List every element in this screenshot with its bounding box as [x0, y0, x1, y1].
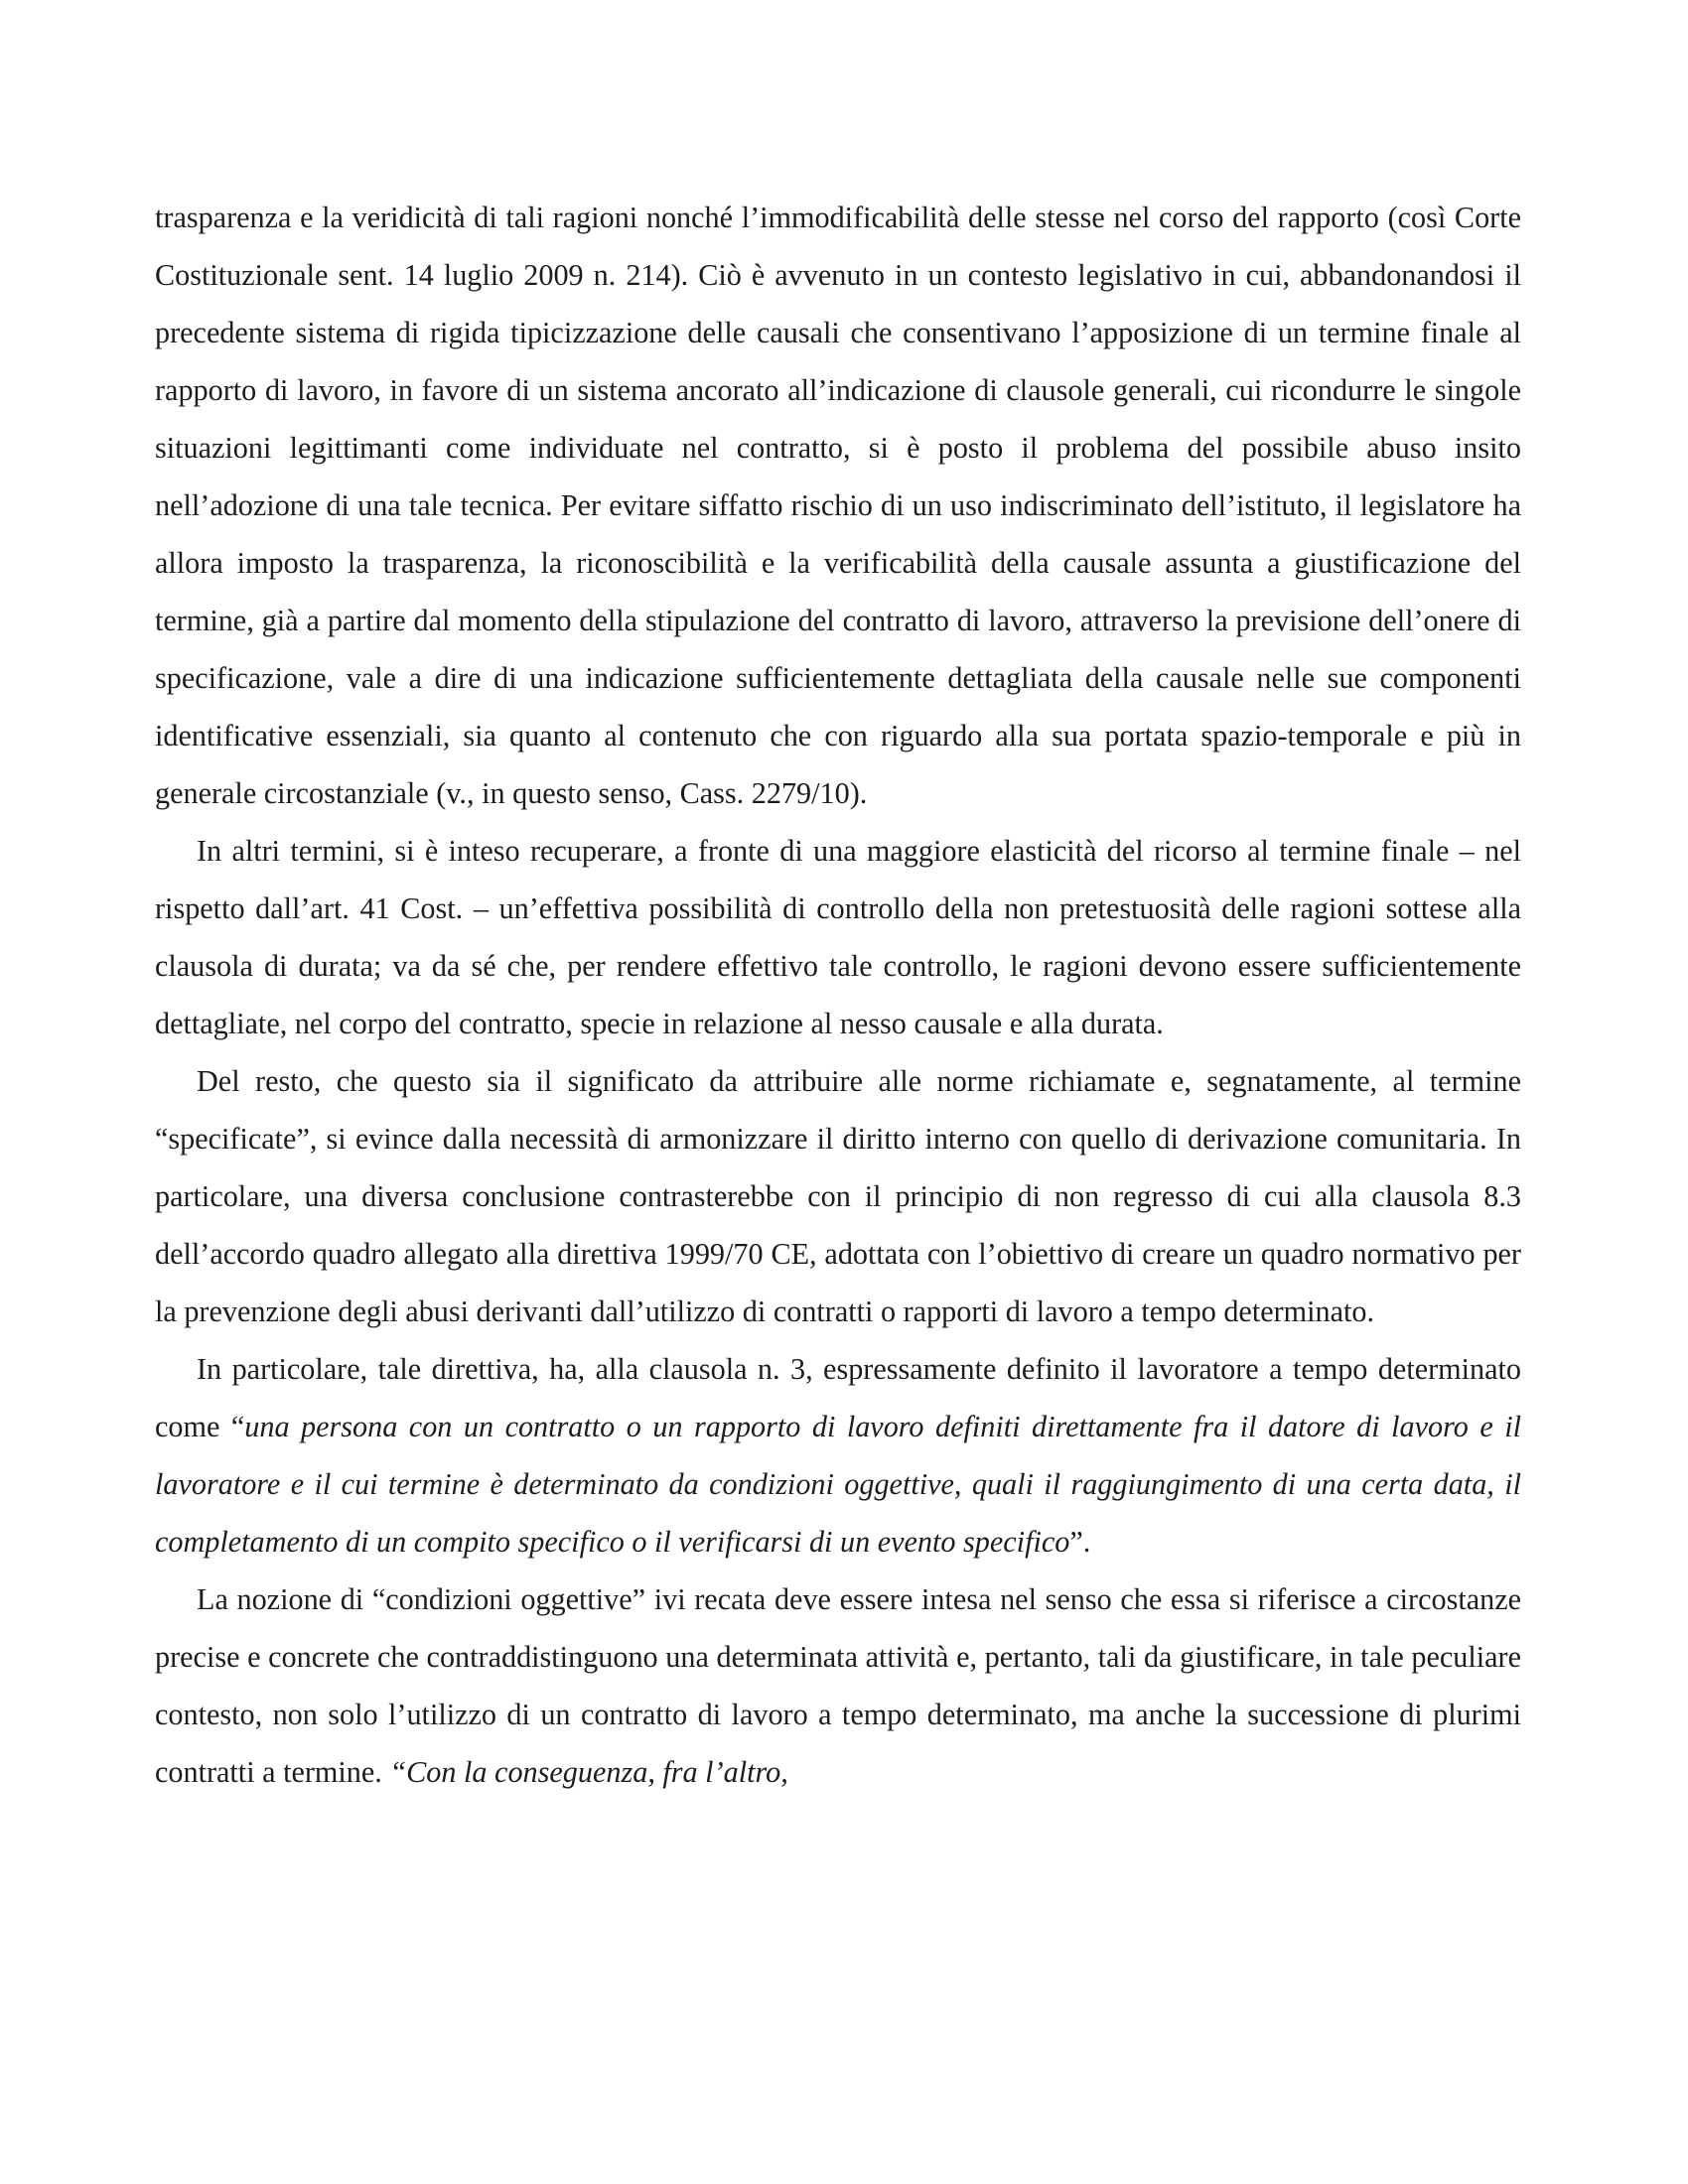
- paragraph-4-closing: ”.: [1069, 1525, 1091, 1559]
- paragraph-4-quote: una persona con un contratto o un rapporto di lavoro definiti direttamente fra il datore di lavoro e il lavoratore e il cui termine è determinato da condizioni oggettive, quali il raggiungimento di una certa data, il completamento di un compito specifico o il verificarsi di un evento specifico: [155, 1410, 1521, 1559]
- paragraph-5: [155, 1570, 1521, 1801]
- paragraph-5-quote: “Con la conseguenza, fra l’altro,: [389, 1755, 788, 1789]
- paragraph-3: [155, 1052, 1521, 1340]
- paragraph-2-text: In altri termini, si è inteso recuperare, a fronte di una maggiore elasticità del ricorso al termine finale – nel rispetto dall’art. 41 Cost. – un’effettiva possibilità di controllo della non pretestuosità delle ragioni sottese alla clausola di durata; va da sé che, per rendere effettivo tale controllo, le ragioni devono essere sufficientemente dettagliate, nel corpo del contratto, specie in relazione al nesso causale e alla durata.: [155, 834, 1521, 1040]
- paragraph-5-text: La nozione di “condizioni oggettive” ivi recata deve essere intesa nel senso che essa si riferisce a circostanze precise e concrete che contraddistinguono una determinata attività e, pertanto, tali da giustificare, in tale peculiare contesto, non solo l’utilizzo di un contratto di lavoro a tempo determinato, ma anche la successione di plurimi contratti a termine.: [155, 1582, 1521, 1789]
- paragraph-3-text: Del resto, che questo sia il significato da attribuire alle norme richiamate e, segnatamente, al termine “specificate”, si evince dalla necessità di armonizzare il diritto interno con quello di derivazione comunitaria. In particolare, una diversa conclusione contrasterebbe con il principio di non regresso di cui alla clausola 8.3 dell’accordo quadro allegato alla direttiva 1999/70 CE, adottata con l’obiettivo di creare un quadro normativo per la prevenzione degli abusi derivanti dall’utilizzo di contratti o rapporti di lavoro a tempo determinato.: [155, 1064, 1521, 1328]
- document-body: [155, 189, 1521, 1801]
- paragraph-1: [155, 189, 1521, 822]
- paragraph-4-text: In particolare, tale direttiva, ha, alla clausola n. 3, espressamente definito il lavoratore a tempo determinato come “: [155, 1352, 1521, 1443]
- paragraph-4: [155, 1340, 1521, 1570]
- paragraph-1-text: trasparenza e la veridicità di tali ragioni nonché l’immodificabilità delle stesse nel corso del rapporto (così Corte Costituzionale sent. 14 luglio 2009 n. 214). Ciò è avvenuto in un contesto legislativo in cui, abbandonandosi il precedente sistema di rigida tipicizzazione delle causali che consentivano l’apposizione di un termine finale al rapporto di lavoro, in favore di un sistema ancorato all’indicazione di clausole generali, cui ricondurre le singole situazioni legittimanti come individuate nel contratto, si è posto il problema del possibile abuso insito nell’adozione di una tale tecnica. Per evitare siffatto rischio di un uso indiscriminato dell’istituto, il legislatore ha allora imposto la trasparenza, la riconoscibilità e la verificabilità della causale assunta a giustificazione del termine, già a partire dal momento della stipulazione del contratto di lavoro, attraverso la previsione dell’onere di specificazione, vale a dire di una indicazione sufficientemente dettagliata della causale nelle sue componenti identificative essenziali, sia quanto al contenuto che con riguardo alla sua portata spazio-temporale e più in generale circostanziale (v., in questo senso, Cass. 2279/10).: [155, 201, 1521, 810]
- paragraph-2: [155, 822, 1521, 1052]
